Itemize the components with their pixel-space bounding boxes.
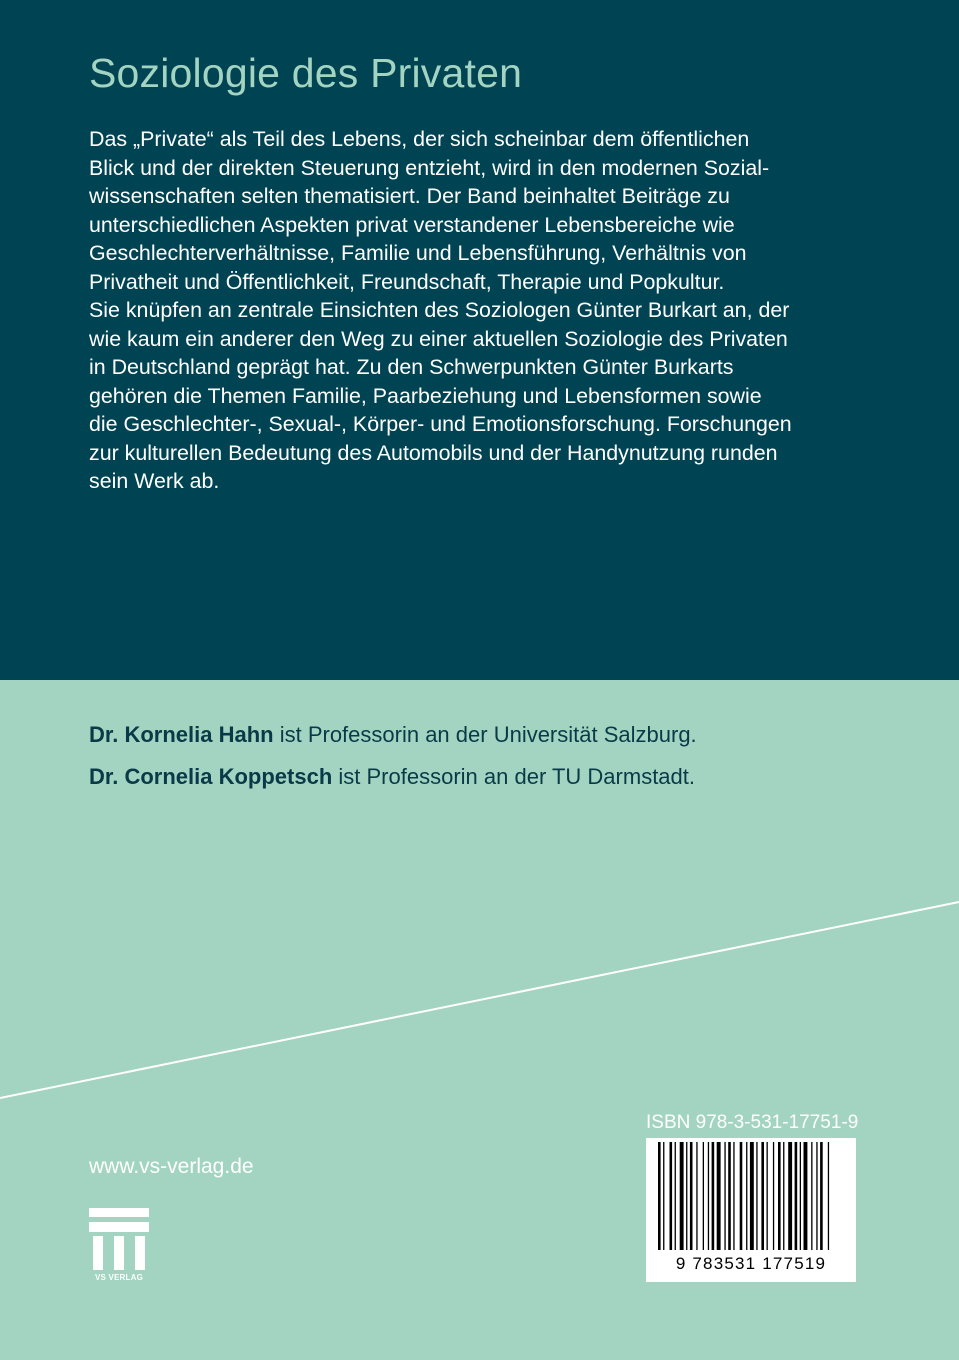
barcode-bar xyxy=(800,1142,801,1250)
barcode-bar xyxy=(756,1142,757,1250)
logo-label: VS VERLAG xyxy=(94,1273,144,1282)
barcode-bar xyxy=(811,1142,812,1250)
barcode xyxy=(646,1138,856,1282)
blurb-line: wissenschaften selten thematisiert. Der Band beinhaltet Beiträge zu xyxy=(89,184,730,208)
barcode-bar xyxy=(703,1142,704,1250)
barcode-bar xyxy=(804,1142,808,1250)
barcode-bar xyxy=(724,1142,725,1250)
barcode-bar xyxy=(740,1142,743,1250)
barcode-bar xyxy=(728,1142,731,1250)
barcode-bar xyxy=(663,1142,664,1250)
barcode-bar xyxy=(795,1142,798,1250)
blurb-line: sein Werk ab. xyxy=(89,469,220,493)
barcode-bar xyxy=(778,1142,781,1250)
blurb-line: wie kaum ein anderer den Weg zu einer aktuellen Soziologie des Privaten xyxy=(89,326,788,351)
blurb-line: unterschiedlichen Aspekten privat verstandener Lebensbereiche wie xyxy=(89,212,735,237)
blurb-text xyxy=(89,125,879,496)
blurb-line: Privatheit und Öffentlichkeit, Freundschaft, Therapie und Popkultur. xyxy=(89,269,725,294)
barcode-bar xyxy=(680,1142,684,1250)
author-2-desc: ist Professorin an der TU Darmstadt. xyxy=(332,764,696,789)
barcode-bar xyxy=(746,1142,747,1250)
barcode-bar xyxy=(675,1142,676,1250)
barcode-bar xyxy=(788,1142,792,1250)
blurb-line: Sie knüpfen an zentrale Einsichten des Soziologen Günter Burkart an, der xyxy=(89,298,790,322)
barcode-bar xyxy=(708,1142,709,1250)
publisher-url[interactable]: www.vs-verlag.de xyxy=(89,1155,254,1178)
blurb-line: Das „Private“ als Teil des Lebens, der sich scheinbar dem öffentlichen xyxy=(89,127,750,151)
isbn-label: ISBN 978-3-531-17751-9 xyxy=(646,1112,859,1133)
blurb-line: zur kulturellen Bedeutung des Automobils und der Handynutzung runden xyxy=(89,440,778,465)
barcode-bar xyxy=(696,1142,697,1250)
author-1-name: Dr. Kornelia Hahn xyxy=(89,722,274,747)
book-title: Soziologie des Privaten xyxy=(89,50,523,96)
barcode-digits: 9 783531 177519 xyxy=(675,1254,827,1273)
blurb-line: Geschlechterverhältnisse, Familie und Lebensführung, Verhältnis von xyxy=(89,241,747,265)
barcode-bar xyxy=(783,1142,784,1250)
barcode-bar xyxy=(733,1142,734,1250)
barcode-bar xyxy=(828,1142,829,1250)
barcode-bar xyxy=(820,1142,823,1250)
barcode-bar xyxy=(690,1142,693,1250)
barcode-bar xyxy=(761,1142,764,1250)
barcode-bar xyxy=(686,1142,687,1250)
blurb-line: die Geschlechter-, Sexual-, Körper- und Emotionsforschung. Forschungen xyxy=(89,412,792,436)
vs-verlag-logo-icon xyxy=(89,1208,149,1270)
author-2 xyxy=(89,764,695,790)
author-2-name: Dr. Cornelia Koppetsch xyxy=(89,764,333,789)
barcode-bar xyxy=(658,1142,661,1250)
blurb-line: in Deutschland geprägt hat. Zu den Schwerpunkten Günter Burkarts xyxy=(89,355,734,379)
barcode-bar xyxy=(717,1142,721,1250)
barcode-bar xyxy=(750,1142,754,1250)
barcode-bar xyxy=(767,1142,768,1250)
barcode-bar xyxy=(816,1142,817,1250)
barcode-bar xyxy=(670,1142,673,1250)
diagonal-line xyxy=(0,890,959,1110)
blurb-line: Blick und der direkten Steuerung entzieht, wird in den modernen Sozial- xyxy=(89,155,770,180)
author-1-desc: ist Professorin an der Universität Salzburg. xyxy=(273,722,697,747)
barcode-bars-icon xyxy=(652,1142,850,1254)
barcode-bar xyxy=(712,1142,715,1250)
barcode-bar xyxy=(773,1142,774,1250)
blurb-line: gehören die Themen Familie, Paarbeziehung und Lebensformen sowie xyxy=(89,383,762,408)
author-1 xyxy=(89,722,697,748)
